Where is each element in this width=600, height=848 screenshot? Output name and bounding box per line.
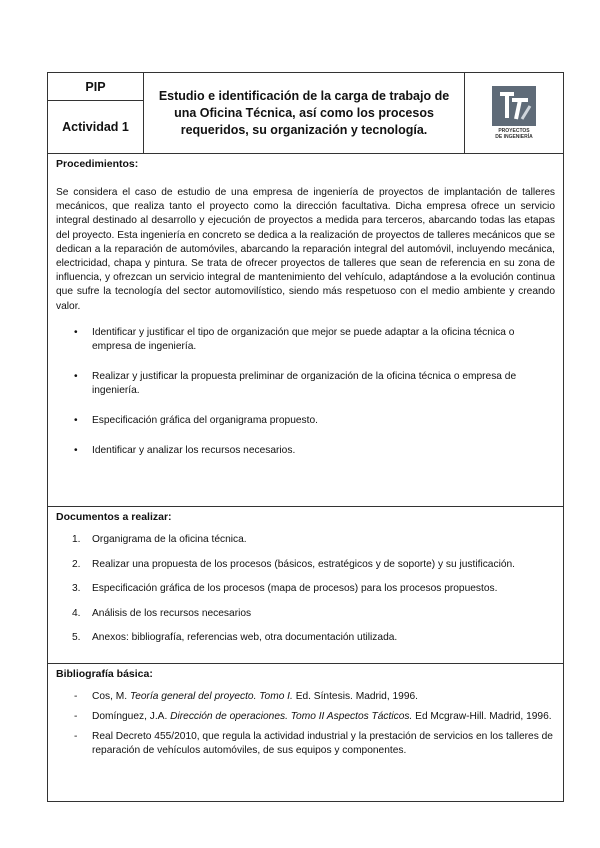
list-item: • Identificar y justificar el tipo de organización que mejor se puede adaptar a la oficina técnica o empresa de ingeniería. <box>74 326 515 352</box>
header-left-column <box>48 73 144 153</box>
logo-caption <box>495 128 533 140</box>
pip-label: PIP <box>48 73 143 101</box>
bullet-icon: • <box>74 326 78 338</box>
list-item: • Especificación gráfica del organigrama propuesto. <box>74 414 318 426</box>
procedimientos-paragraph: Se considera el caso de estudio de una empresa de ingeniería de proyectos de implantación de talleres mecánicos, que realiza tanto el proyecto como la dirección facultativa. Dicha empresa ofrece un servicio integral destinado al desarrollo y ejecución de proyectos a medida para terceros, abarcando todas las etapas del proyecto. Esta ingeniería en concreto se dedica a la realización de proyectos de talleres mecánicos que se dedican a la reparación de automóviles, abarcando la reparación integral del automóvil, incluyendo mecánica, electricidad, chapa y pintura. Se trata de ofrecer proyectos de talleres que sean de referencia en su zona de influencia, y ofrezcan un servicio integral de mantenimiento del vehículo, adaptándose a la evolución continua que sufre la tecnología del sector automovilístico, siendo más respetuoso con el medio ambiente y creando valor. <box>56 187 555 312</box>
procedimientos-list <box>56 326 555 458</box>
list-item: - Cos, M. Teoría general del proyecto. Tomo I. Ed. Síntesis. Madrid, 1996. <box>74 691 419 702</box>
logo <box>465 73 563 153</box>
document-header <box>48 73 563 154</box>
documentos-section <box>48 507 563 664</box>
list-item: • Realizar y justificar la propuesta preliminar de organización de la oficina técnica o empresa de ingeniería. <box>74 370 517 396</box>
logo-caption-line1: PROYECTOS <box>498 128 530 134</box>
list-item: - Domínguez, J.A. Dirección de operaciones. Tomo II Aspectos Tácticos. Ed Mcgraw-Hill. Madrid, 1996. <box>74 711 552 722</box>
activity-label: Actividad 1 <box>62 120 129 134</box>
documentos-list <box>56 533 555 645</box>
bullet-icon: • <box>74 444 78 456</box>
documentos-title: Documentos a realizar: <box>56 511 172 523</box>
list-item: • Identificar y analizar los recursos necesarios. <box>74 444 296 456</box>
list-item: 5. Anexos: bibliografía, referencias web, otra documentación utilizada. <box>72 632 398 643</box>
list-item: 2. Realizar una propuesta de los procesos (básicos, estratégicos y de soporte) y su justificación. <box>72 558 515 570</box>
list-item: 3. Especificación gráfica de los procesos (mapa de procesos) para los procesos propuestos. <box>72 583 498 594</box>
logo-mark-icon <box>492 86 536 126</box>
list-item: - Real Decreto 455/2010, que regula la actividad industrial y la prestación de servicios en los talleres de reparación de vehículos automóviles, de sus equipos y componentes. <box>74 731 553 756</box>
bullet-icon: • <box>74 370 78 382</box>
activity-document <box>47 72 564 802</box>
procedimientos-section <box>48 154 563 507</box>
list-item: 1. Organigrama de la oficina técnica. <box>72 534 247 545</box>
bibliografia-section <box>48 664 563 801</box>
list-item: 4. Análisis de los recursos necesarios <box>72 607 252 619</box>
bullet-icon: • <box>74 414 78 426</box>
document-title: Estudio e identificación de la carga de trabajo de una Oficina Técnica, así como los procesos requeridos, su organización y tecnología. <box>144 73 465 153</box>
bibliografia-list <box>56 690 555 758</box>
procedimientos-title: Procedimientos: <box>56 158 139 170</box>
logo-caption-line2: DE INGENIERÍA <box>495 134 533 140</box>
bibliografia-title: Bibliografía básica: <box>56 668 153 680</box>
